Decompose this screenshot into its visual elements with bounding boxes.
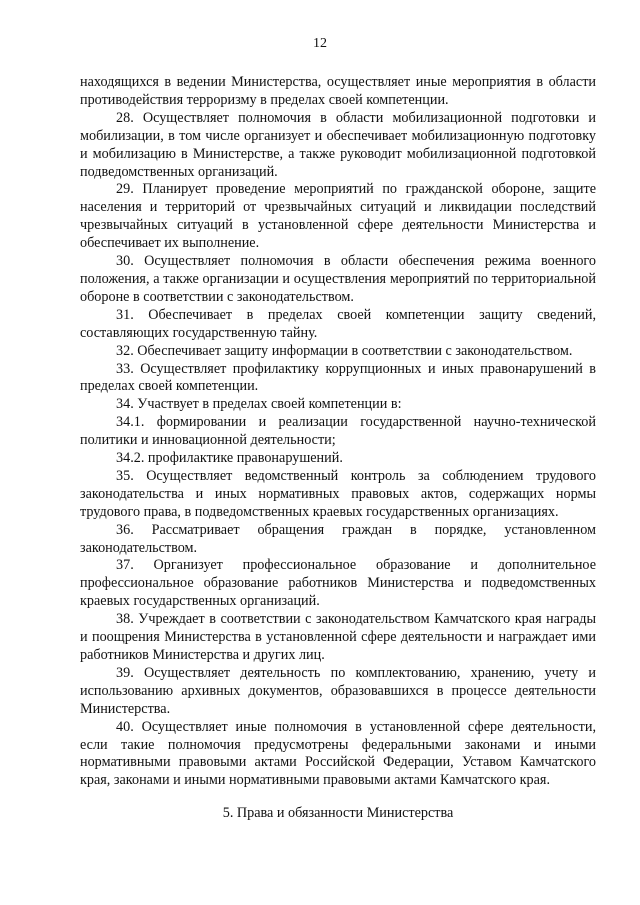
paragraph-34: 34. Участвует в пределах своей компетенции в:	[116, 396, 402, 413]
paragraph-37: 37. Организует профессиональное образование и дополнительное профессиональное образование работников Министерства и подведомственных краевых государственных организаций.	[80, 557, 596, 610]
paragraph-34-2: 34.2. профилактике правонарушений.	[116, 450, 343, 467]
paragraph-35: 35. Осуществляет ведомственный контроль за соблюдением трудового законодательства и иных нормативных правовых актов, содержащих нормы трудового права, в подведомственных краевых государственных организациях.	[80, 467, 596, 520]
paragraph-28: 28. Осуществляет полномочия в области мобилизационной подготовки и мобилизации, в том числе организует и обеспечивает мобилизационную подготовку и мобилизацию в Министерстве, а также руководит мобилизационной подготовкой подведомственных организаций.	[80, 109, 596, 180]
paragraph-40: 40. Осуществляет иные полномочия в установленной сфере деятельности, если такие полномочия предусмотрены федеральными законами и иными нормативными правовыми актами Российской Федерации, Уставом Камчатского края, законами и иными нормативными правовыми актами Камчатского края.	[80, 718, 596, 789]
paragraph-30: 30. Осуществляет полномочия в области обеспечения режима военного положения, а также организации и осуществления мероприятий по территориальной обороне в соответствии с законодательством.	[80, 253, 596, 305]
paragraph-34-1: 34.1. формировании и реализации государственной научно-технической политики и инновационной деятельности;	[80, 414, 596, 449]
paragraph-39: 39. Осуществляет деятельность по комплектованию, хранению, учету и использованию архивных документов, образовавшихся в процессе деятельности Министерства.	[80, 664, 596, 717]
body-text	[80, 74, 596, 790]
section-heading: 5. Права и обязанности Министерства	[222, 805, 454, 821]
paragraph-33: 33. Осуществляет профилактику коррупционных и иных правонарушений в пределах своей компетенции.	[80, 360, 596, 395]
paragraph-continuation: находящихся в ведении Министерства, осуществляет иные мероприятия в области противодействия терроризму в пределах своей компетенции.	[80, 74, 596, 108]
page-number: 12	[313, 36, 327, 51]
paragraph-29: 29. Планирует проведение мероприятий по гражданской обороне, защите населения и территорий от чрезвычайных ситуаций и ликвидации последствий чрезвычайных ситуаций в установленной сфере деятельности Министерства и обеспечивает их выполнение.	[80, 181, 596, 252]
paragraph-36: 36. Рассматривает обращения граждан в порядке, установленном законодательством.	[80, 521, 596, 556]
paragraph-31: 31. Обеспечивает в пределах своей компетенции защиту сведений, составляющих государственную тайну.	[80, 306, 596, 341]
paragraph-32: 32. Обеспечивает защиту информации в соответствии с законодательством.	[116, 342, 573, 359]
paragraph-38: 38. Учреждает в соответствии с законодательством Камчатского края награды и поощрения Министерства в установленной сфере деятельности и награждает ими работников Министерства и других лиц.	[80, 611, 596, 663]
